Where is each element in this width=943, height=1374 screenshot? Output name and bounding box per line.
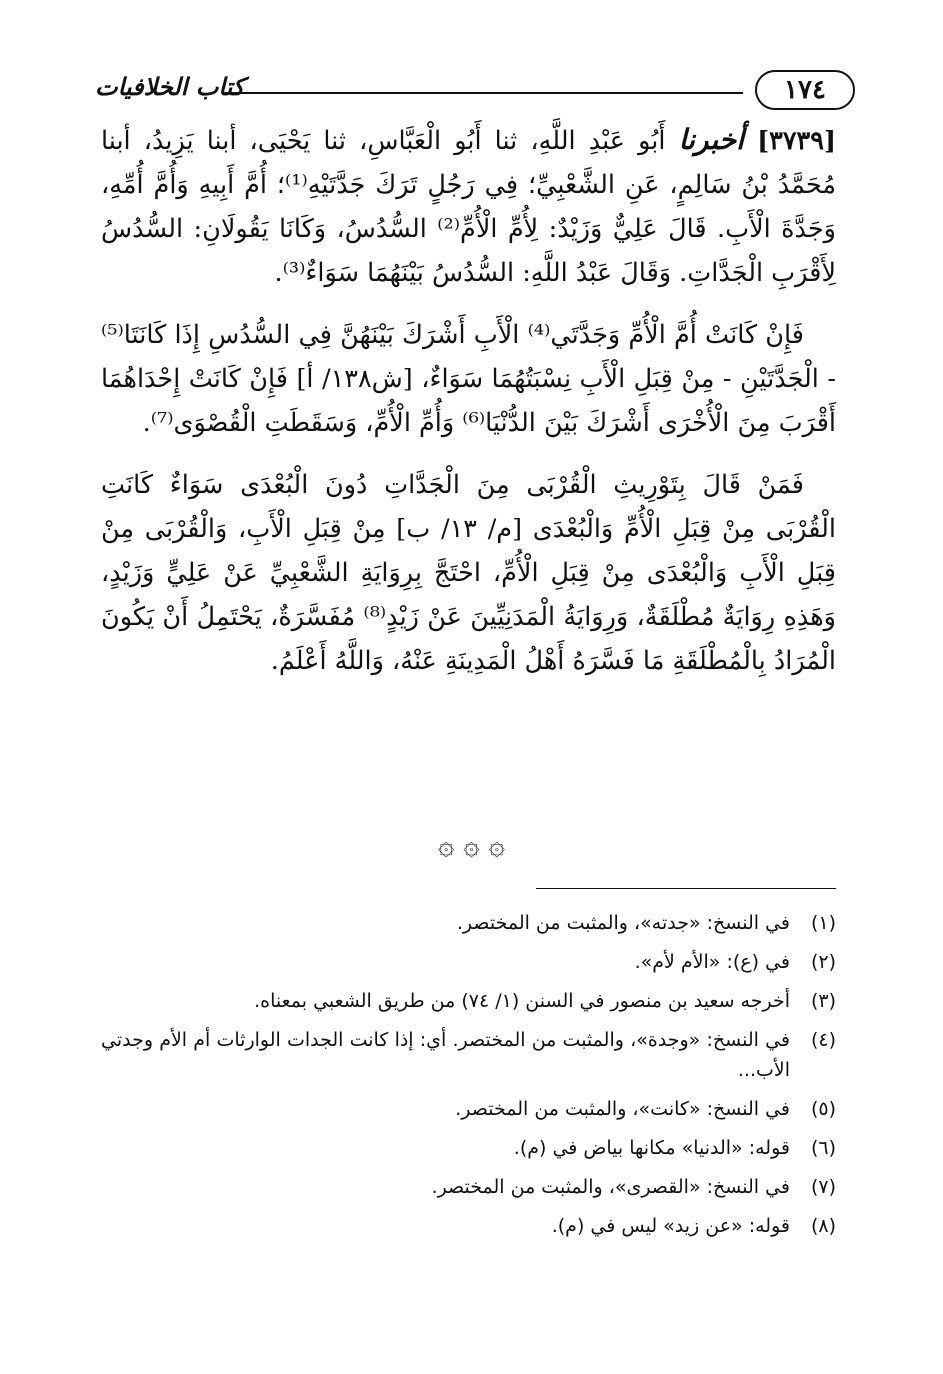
- footnote-number: (٥): [810, 1098, 836, 1120]
- footnote-number: (٢): [810, 951, 836, 973]
- opening-word: أخبرنا: [678, 123, 744, 156]
- footnote-number: (٦): [810, 1137, 836, 1159]
- footnote-number: (١): [810, 912, 836, 934]
- paragraph: [101, 463, 836, 683]
- footnote-number: (٨): [810, 1215, 836, 1237]
- hadith-number: [٣٧٣٩]: [757, 126, 837, 156]
- footnote-text: في النسخ: «كانت»، والمثبت من المختصر.: [455, 1098, 790, 1120]
- footnote-number: (٧): [810, 1176, 836, 1198]
- footnote-rule: [536, 888, 836, 889]
- footnote-item: [101, 1133, 836, 1163]
- ornament-separator: ۞ ۞ ۞: [437, 828, 506, 861]
- paragraph-text: فَإِنْ كَانَتْ أُمَّ الْأُمِّ وَجَدَّتَي⁽⁴⁾ الْأَبِ أَشْرَكَ بَيْنَهُنَّ فِي السُّدُسِ إِذَا كَانَتَا⁽⁵⁾ - الْجَدَّتَيْنِ - مِنْ قِبَلِ الْأَبِ نِسْبَتُهُمَا سَوَاءٌ، [ش١٣٨/ أ] فَإِنْ كَانَتْ إِحْدَاهُمَا أَقْرَبَ مِنَ الْأُخْرَى أَشْرَكَ بَيْنَ الدُّنْيَا⁽⁶⁾ وَأُمِّ الْأُمِّ، وَسَقَطَتِ الْقُصْوَى⁽⁷⁾.: [101, 320, 836, 438]
- footnote-item: [101, 1094, 836, 1124]
- main-text: [101, 118, 836, 701]
- paragraph-text: فَمَنْ قَالَ بِتَوْرِيثِ الْقُرْبَى مِنَ الْجَدَّاتِ دُونَ الْبُعْدَى سَوَاءٌ كَانَتِ الْقُرْبَى مِنْ قِبَلِ الْأُمِّ وَالْبُعْدَى [م/ ١٣/ ب] مِنْ قِبَلِ الْأَبِ، وَالْقُرْبَى مِنْ قِبَلِ الْأَبِ وَالْبُعْدَى مِنْ قِبَلِ الْأُمِّ، احْتَجَّ بِرِوَايَةِ الشَّعْبِيِّ عَنْ عَلِيٍّ وَزَيْدٍ، وَهَذِهِ رِوَايَةٌ مُطْلَقَةٌ، وَرِوَايَةُ الْمَدَنِيِّينَ عَنْ زَيْدٍ⁽⁸⁾ مُفَسَّرَةٌ، يَحْتَمِلُ أَنْ يَكُونَ الْمُرَادُ بِالْمُطْلَقَةِ مَا فَسَّرَهُ أَهْلُ الْمَدِينَةِ عَنْهُ، وَاللَّهُ أَعْلَمُ.: [101, 470, 836, 676]
- footnote-item: [101, 1211, 836, 1241]
- paragraph-text: أَبُو عَبْدِ اللَّهِ، ثنا أَبُو الْعَبَّاسِ، ثنا يَحْيَى، أبنا يَزِيدُ، أبنا مُحَمَّدُ بْنُ سَالِمٍ، عَنِ الشَّعْبِيِّ؛ فِي رَجُلٍ تَرَكَ جَدَّتَيْهِ⁽¹⁾؛ أُمَّ أَبِيهِ وَأُمَّ أُمِّهِ، وَجَدَّةَ الْأَبِ. قَالَ عَلِيٌّ وَزَيْدٌ: لِأُمِّ الْأُمِّ⁽²⁾ السُّدُسُ، وَكَانَا يَقُولَانِ: السُّدُسُ لِأَقْرَبِ الْجَدَّاتِ. وَقَالَ عَبْدُ اللَّهِ: السُّدُسُ بَيْنَهُمَا سَوَاءٌ⁽³⁾.: [101, 126, 837, 288]
- footnote-item: [101, 1172, 836, 1202]
- footnote-text: في (ع): «الأم لأم».: [634, 951, 790, 973]
- footnote-item: [101, 908, 836, 938]
- header-rule: [225, 92, 743, 94]
- footnote-text: في النسخ: «وجدة»، والمثبت من المختصر. أي: إذا كانت الجدات الوارثات أم الأم وجدتي الأب...: [101, 1029, 790, 1081]
- footnote-text: قوله: «عن زيد» ليس في (م).: [551, 1215, 790, 1237]
- footnote-text: في النسخ: «جدته»، والمثبت من المختصر.: [456, 912, 790, 934]
- footnote-text: قوله: «الدنيا» مكانها بياض في (م).: [513, 1137, 790, 1159]
- book-title: كتاب الخلافيات: [95, 72, 245, 101]
- footnote-text: في النسخ: «القصرى»، والمثبت من المختصر.: [431, 1176, 790, 1198]
- paragraph: [101, 313, 836, 445]
- footnote-number: (٤): [810, 1029, 836, 1051]
- page-number: ١٧٤: [755, 70, 855, 110]
- footnote-item: [101, 947, 836, 977]
- paragraph-hadith: [101, 118, 836, 295]
- footnote-item: [101, 1025, 836, 1085]
- footnote-number: (٣): [810, 990, 836, 1012]
- page-header: [95, 70, 855, 120]
- footnotes: [101, 908, 836, 1250]
- footnote-text: أخرجه سعيد بن منصور في السنن (١/ ٧٤) من طريق الشعبي بمعناه.: [254, 990, 790, 1012]
- footnote-item: [101, 986, 836, 1016]
